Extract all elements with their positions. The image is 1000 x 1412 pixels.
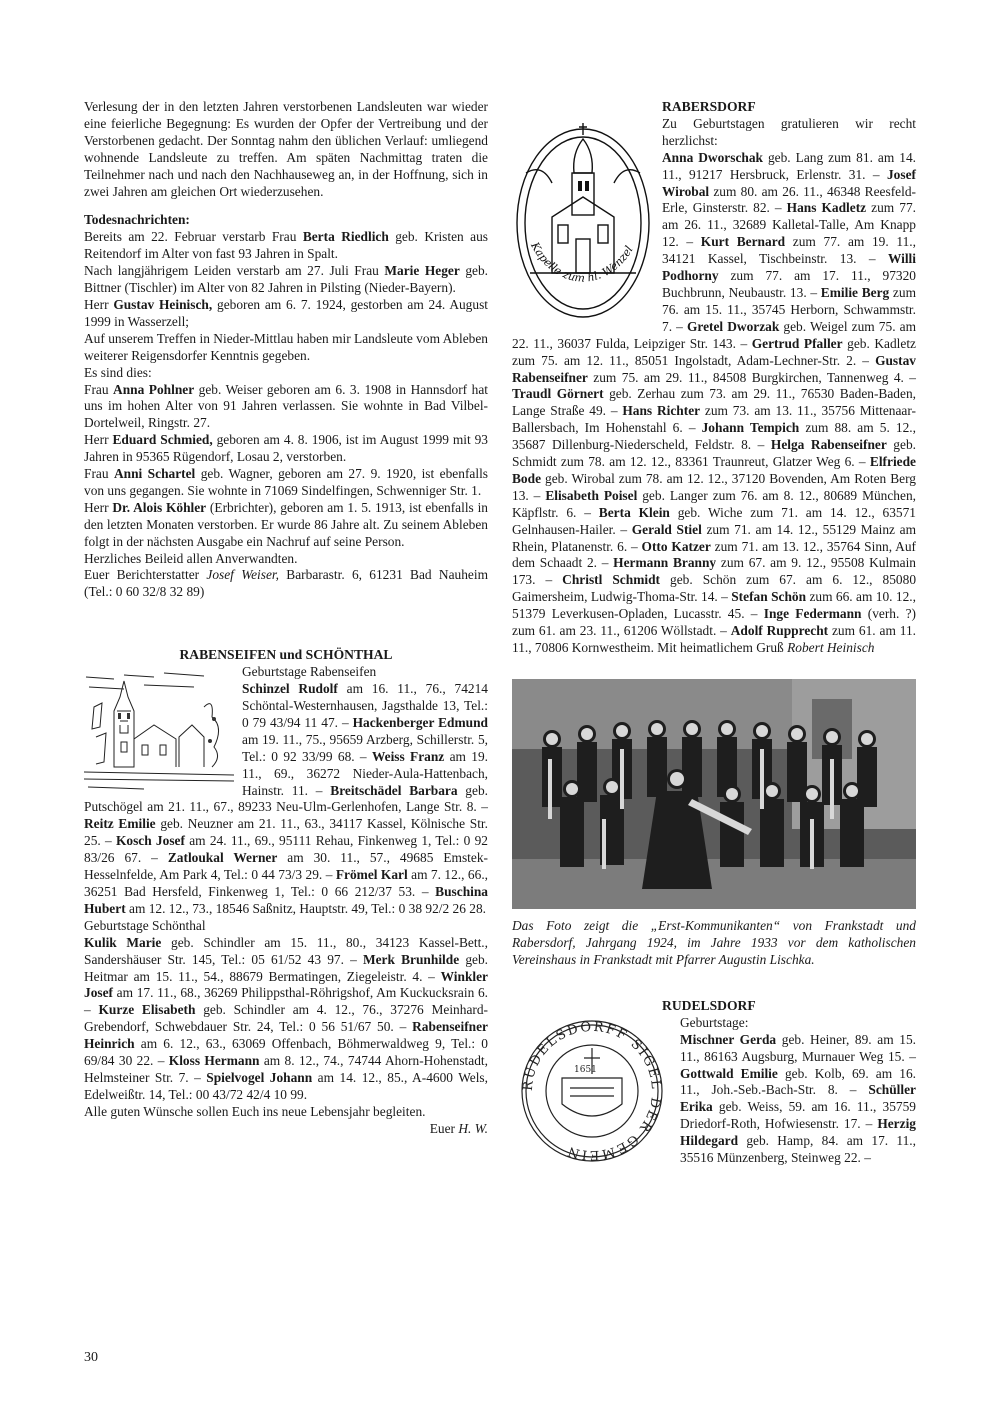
photo-caption: Das Foto zeigt die „Erst-Kommunikanten“ von Frankstadt und Rabersdorf, Jahrgang 1924, im Jahre 1933 vor dem katholischen Vereinshaus in Frankstadt mit Pfarrer Augustin Lischka. xyxy=(512,917,916,967)
rudelsdorf-birthdays: Mischner Gerda geb. Heiner, 89. am 15. 11., 86163 Augsburg, Murnauer Weg 15. – Gottwald Emilie geb. Kolb, 69. am 16. 11., Joh.-Seb.-Bach-Str. 8. – Schüller Erika geb. Weiss, 59. am 16. 11., 35759 Driedorf-Roth, Hofwiesenstr. 17. – Herzig Hildegard geb. Hamp, 84. am 17. 11., 35516 Münzenberg, Steinweg 22. – xyxy=(680,1031,916,1166)
chapel-seal-inscription: Kapelle zum hl. Wenzel xyxy=(528,239,636,285)
intro-paragraph: Verlesung der in den letzten Jahren verstorbenen Landsleuten war wieder eine feierliche Begegnung: Es wurden der Opfer der Vertreibung und der Verstorbenen gedacht. Der Sonntag nahm den üblichen Verlauf: umliegend wohnende Landsleute zu treffen. Am späten Nachmittag traten die Teilnehmer nach und nach den Nachhauseweg an, in der Hoffnung, sich in zwei Jahren am gleichen Ort wiederzusehen. xyxy=(84,99,488,199)
notice-paragraph: Auf unserem Treffen in Nieder-Mittlau haben mir Landsleute vom Ableben weiterer Reigensdorfer Kenntnis gegeben. xyxy=(84,330,488,363)
condolence-line: Herzliches Beileid allen Anverwandten. xyxy=(84,550,298,566)
chapel-seal-image xyxy=(512,113,654,323)
schoenthal-birthdays: Kulik Marie geb. Schindler am 15. 11., 80., 34123 Kassel-Bett., Sandershäuser Str. 145, Tel.: 05 61/52 43 97. – Merk Brunhilde geb. Heitmar am 15. 11., 54., 88679 Bermatingen, Ziegeleistr. 4. – Winkler Josef am 17. 11., 68., 36269 Philippsthal-Röhrigshof, Am Kuckucksrain 6. – Kurze Elisabeth geb. Schindler am 4. 12., 76., 37276 Meinhard-Grebendorf, Schwebdauer Str. 24, Tel.: 0 56 51/67 50. – Rabenseifner Heinrich am 6. 12., 63., 63069 Offenbach, Böhmerwaldweg 9, Tel.: 0 69/84 30 22. – Kloss Hermann am 8. 12., 74., 74744 Ahorn-Hohenstadt, Helmsteiner Str. 7. – Spielvogel Johann am 14. 12., 85., A-4600 Wels, Edelweißtr. 14, Tel.: 00 43/72 42/4 10 99. xyxy=(84,934,489,1102)
rudelsdorf-seal-stamp xyxy=(512,1018,672,1168)
obituary-heinisch: Herr Gustav Heinisch, geboren am 6. 7. 1924, gestorben am 24. August 1999 in Wasserzell; xyxy=(84,296,489,329)
rudelsdorf-subheading: Geburtstage: xyxy=(680,1014,749,1030)
svg-text:Kapelle zum hl. Wenzel xyxy=(528,239,636,285)
obituary-schmied: Herr Eduard Schmied, geboren am 4. 8. 1906, ist im August 1999 mit 93 Jahren in 95365 Rügendorf, Losau 2, verstorben. xyxy=(84,432,488,465)
rabenseifen-subheading: Geburtstage Rabenseifen xyxy=(242,664,377,680)
reporter-signature: Euer Berichterstatter Josef Weiser, Barbarastr. 6, 61231 Bad Nauheim (Tel.: 0 60 32/8 32 89) xyxy=(84,567,488,600)
stamp-inscription: RUDELSDORFF SIGEL DER GEMEIN xyxy=(520,1019,664,1162)
rabenseifen-birthdays: Schinzel Rudolf am 16. 11., 76., 74214 Schöntal-Westernhausen, Jagsthalde 13, Tel.: 0 79 43/94 11 47. – Hackenberger Edmund am 19. 11., 75., 95659 Arzberg, Schillerstr. 5, Tel.: 0 92 33/99 68. – Weiss Franz am 19. 11., 69., 36272 Nieder-Aula-Hattenbach, Hainstr. 11. – Breitschädel Barbara geb. Putschögel am 21. 11., 67., 89233 Neu-Ulm-Gerlenhofen, Lange Str. 8. – Reitz Emilie geb. Neuzner am 21. 11., 63., 34117 Kassel, Kölnische Str. 25. – Kosch Josef am 24. 11., 69., 95111 Rehau, Finkenweg 1, Tel.: 0 92 83/26 67. – Zatloukal Werner am 30. 11., 57., 49685 Emstek-Hesselnfelde, Am Park 4, Tel.: 0 44 73/3 29. – Frömel Karl am 7. 12., 66., 36251 Bad Hersfeld, Finkenweg 1, Tel.: 0 66 212/37 53. – Buschina Hubert am 12. 12., 73., 18546 Saßnitz, Hauptstr. 49, Tel.: 0 38 92/2 26 28. xyxy=(84,681,489,916)
right-column xyxy=(512,99,916,1172)
group-photo-rendering xyxy=(512,679,916,909)
left-column xyxy=(84,99,488,1138)
obituary-pohlner: Frau Anna Pohlner geb. Weiser geboren am 6. 3. 1908 in Hannsdorf hat uns im hohen Alter von 91 Jahren verlassen. Sie wohnte in Bad Vilbel-Dortelweil, Ringstr. 27. xyxy=(84,381,488,431)
closing-signature: Euer H. W. xyxy=(429,1120,488,1136)
notice-list-intro: Es sind dies: xyxy=(84,364,152,380)
closing-wishes: Alle guten Wünsche sollen Euch ins neue Lebensjahr begleiten. xyxy=(84,1103,426,1119)
obituaries-heading: Todesnachrichten: xyxy=(84,212,190,228)
rabersdorf-birthdays: Anna Dworschak geb. Lang zum 81. am 14. 11., 91217 Hersbruck, Erlenstr. 31. – Josef Wirobal zum 80. am 26. 11., 46348 Reesfeld-Erle, Ginsterstr. 82. – Hans Kadletz zum 77. am 26. 11., 32689 Kalletal-Talle, Am Knapp 12. – Kurt Bernard zum 77. am 19. 11., 34121 Kassel, Tischbeinstr. 13. – Willi Podhorny zum 77. am 17. 11., 97320 Buchbrunn, Neubaustr. 13. – Emilie Berg zum 76. am 15. 11., 35745 Herborn, Schwammstr. 7. – Gretel Dworzak geb. Weigel zum 75. am 22. 11., 36037 Fulda, Leipziger Str. 143. – Gertrud Pfaller geb. Kadletz zum 75. am 12. 11., 85051 Ingolstadt, Adam-Lechner-Str. 2. – Gustav Rabenseifner zum 75. am 29. 11., 84508 Burgkirchen, Tannenweg 4. – Traudl Görnert geb. Zerhau zum 73. am 29. 11., 76530 Baden-Baden, Lange Straße 49. – Hans Richter zum 73. am 13. 11., 35756 Mittenaar-Ballersbach, Im Hohenstahl 6. – Johann Tempich zum 88. am 5. 12., 35687 Dillenburg-Niederscheld, Feldstr. 8. – Helga Rabenseifner geb. Schmidt zum 78. am 12. 12., 83361 Traunreut, Glatzer Weg 6. – Elfriede Bode geb. Wirobal zum 78. am 12. 12., 37120 Bovenden, Am Roten Berg 13. – Elisabeth Poisel geb. Langer zum 76. am 8. 12., 80689 München, Käpflstr. 6. – Berta Klein geb. Wiche zum 71. am 14. 12., 63571 Gelnhausen-Hailer. – Gerald Stiel zum 71. am 14. 12., 55129 Mainz am Rhein, Platanenstr. 6. – Otto Katzer zum 71. am 13. 12., 35764 Sinn, Auf dem Schaadt 2. – Hermann Branny zum 67. am 9. 12., 95508 Kulmain 173. – Christl Schmidt geb. Schön zum 67. am 6. 12., 85080 Gaimersheim, Ludwig-Thoma-Str. 14. – Stefan Schön zum 66. am 10. 12., 51379 Leverkusen-Opladen, Lucasstr. 45. – Inge Federmann (verh. ?) zum 61. am 23. 11., 61206 Wöllstadt. – Adolf Rupprecht zum 61. am 11. 11., 70806 Kornwestheim. Mit heimatlichem Gruß Robert Heinisch xyxy=(512,149,917,655)
rudelsdorf-title: RUDELSDORF xyxy=(662,997,756,1013)
schoenthal-subheading: Geburtstage Schönthal xyxy=(84,917,206,933)
rabersdorf-intro: Zu Geburtstagen gratulieren wir recht herzlichst: xyxy=(662,115,916,148)
obituary-schartel: Frau Anni Schartel geb. Wagner, geboren am 27. 9. 1920, ist ebenfalls von uns gegangen. Sie wohnte in 71069 Sindelfingen, Schwenniger Str. 1. xyxy=(84,466,488,498)
rabenseifen-title: RABENSEIFEN und SCHÖNTHAL xyxy=(179,647,393,663)
rabersdorf-title: RABERSDORF xyxy=(662,99,756,114)
stamp-year: 1651 xyxy=(574,1064,597,1075)
obituary-koehler: Herr Dr. Alois Köhler (Erbrichter), geboren am 1. 5. 1913, ist ebenfalls in den letzten Monaten verstorben. Er wurde 86 Jahre alt. Zu seinem Ableben folgt in der nächsten Ausgabe ein Nachruf auf seine Person. xyxy=(84,499,488,549)
obituary-heger: Nach langjährigem Leiden verstarb am 27. Juli Frau Marie Heger geb. Bittner (Tischler) im Alter von 82 Jahren in Pilsting (Nieder-Bayern). xyxy=(84,263,489,296)
obituary-riedlich: Bereits am 22. Februar verstarb Frau Berta Riedlich geb. Kristen aus Reitendorf im Alter von fast 93 Jahren in Spalt. xyxy=(84,229,488,262)
communion-group-photo xyxy=(512,679,916,909)
village-church-sketch xyxy=(84,667,234,795)
page-number: 30 xyxy=(84,1350,98,1365)
